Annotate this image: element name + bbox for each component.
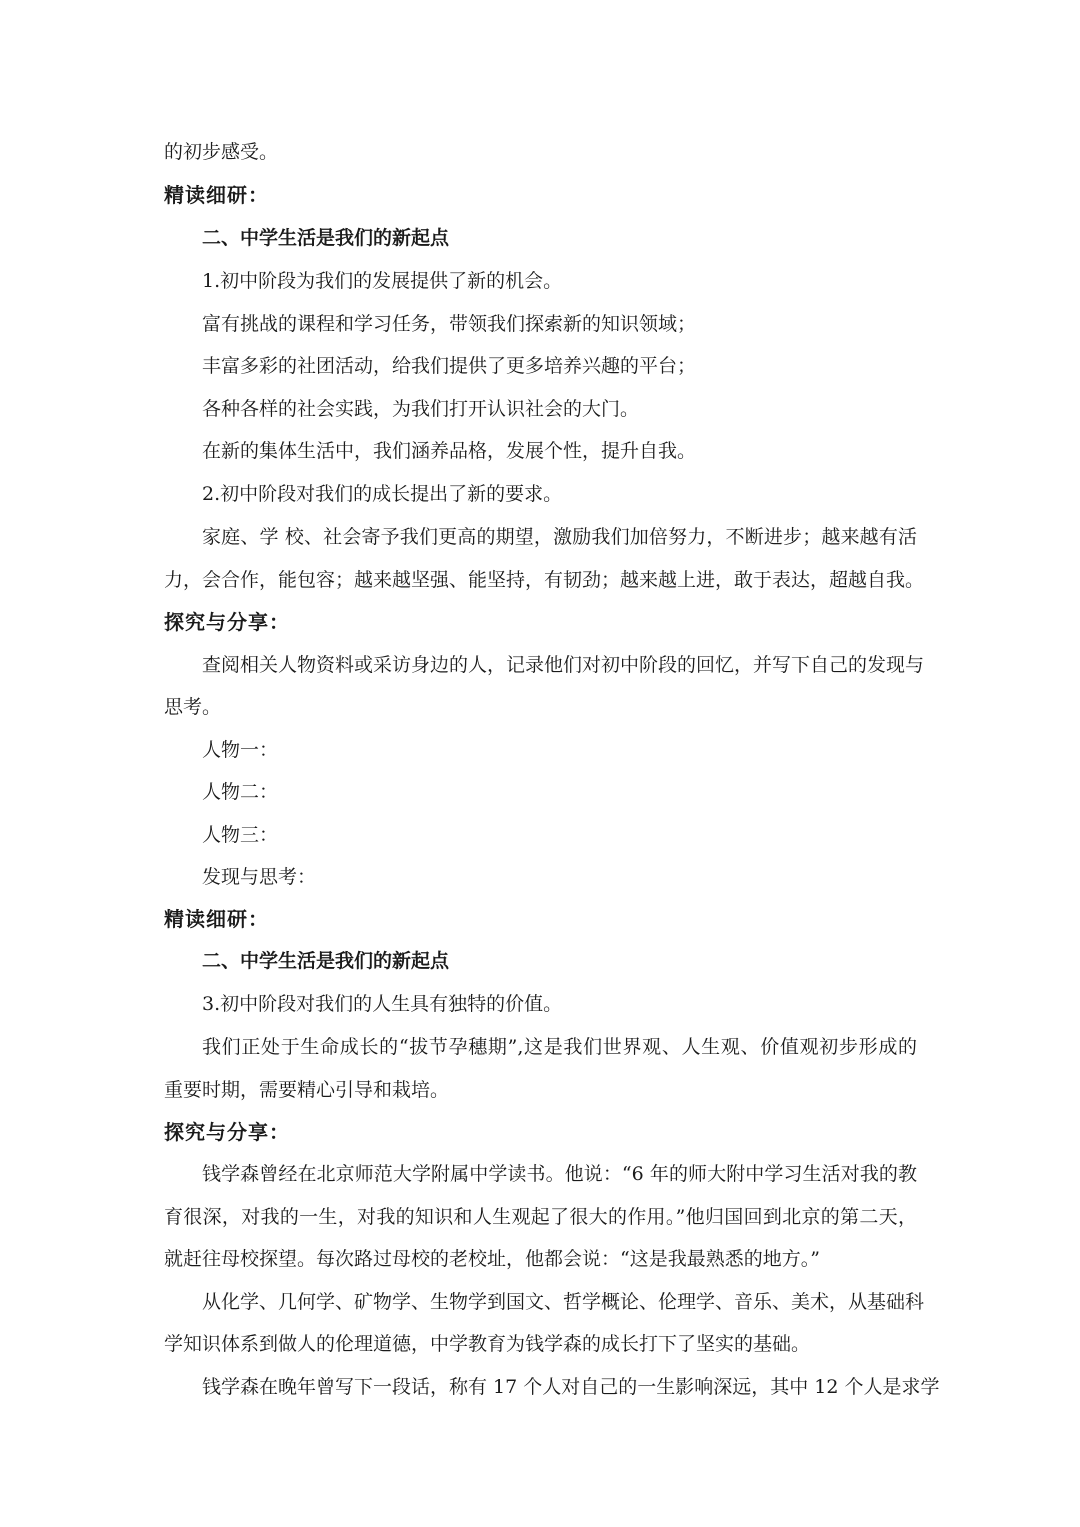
- paragraph-line: 查阅相关人物资料或采访身边的人，记录他们对初中阶段的回忆，并写下自己的发现与: [202, 654, 925, 676]
- paragraph-line: 富有挑战的课程和学习任务，带领我们探索新的知识领域；: [202, 313, 697, 335]
- section-subheading: 二、中学生活是我们的新起点: [202, 950, 450, 972]
- form-field-label: 人物二：: [202, 781, 279, 803]
- section-heading: 探究与分享：: [164, 1120, 290, 1144]
- paragraph-line: 丰富多彩的社团活动，给我们提供了更多培养兴趣的平台；: [202, 355, 697, 377]
- paragraph-line: 思考。: [164, 696, 222, 718]
- section-heading: 探究与分享：: [164, 610, 290, 634]
- paragraph-line: 家庭、学 校、社会寄予我们更高的期望，激励我们加倍努力，不断进步；越来越有活: [202, 526, 917, 548]
- paragraph-line: 就赶往母校探望。每次路过母校的老校址，他都会说：“这是我最熟悉的地方。”: [164, 1248, 820, 1270]
- paragraph-line: 从化学、几何学、矿物学、生物学到国文、哲学概论、伦理学、音乐、美术，从基础科: [202, 1291, 925, 1313]
- paragraph-line: 在新的集体生活中，我们涵养品格，发展个性，提升自我。: [202, 440, 697, 462]
- list-item: 3.初中阶段对我们的人生具有独特的价值。: [202, 993, 563, 1015]
- paragraph-line: 力，会合作，能包容；越来越坚强、能坚持，有韧劲；越来越上进，敢于表达，超越自我。: [164, 569, 925, 591]
- paragraph-line: 钱学森在晚年曾写下一段话，称有 17 个人对自己的一生影响深远，其中 12 个人是求学: [202, 1376, 940, 1398]
- paragraph-line: 育很深，对我的一生，对我的知识和人生观起了很大的作用。”他归国回到北京的第二天，: [164, 1206, 917, 1228]
- paragraph-line: 钱学森曾经在北京师范大学附属中学读书。他说：“6 年的师大附中学习生活对我的教: [202, 1163, 917, 1185]
- section-subheading: 二、中学生活是我们的新起点: [202, 227, 450, 249]
- section-heading: 精读细研：: [164, 907, 269, 931]
- list-item: 1.初中阶段为我们的发展提供了新的机会。: [202, 270, 563, 292]
- paragraph-line: 学知识体系到做人的伦理道德，中学教育为钱学森的成长打下了坚实的基础。: [164, 1333, 811, 1355]
- paragraph-line: 我们正处于生命成长的“拔节孕穗期”,这是我们世界观、人生观、价值观初步形成的: [202, 1036, 917, 1058]
- paragraph-line: 的初步感受。: [164, 141, 279, 163]
- list-item: 2.初中阶段对我们的成长提出了新的要求。: [202, 483, 563, 505]
- paragraph-line: 重要时期，需要精心引导和栽培。: [164, 1079, 450, 1101]
- paragraph-line: 各种各样的社会实践，为我们打开认识社会的大门。: [202, 398, 640, 420]
- form-field-label: 人物三：: [202, 824, 279, 846]
- section-heading: 精读细研：: [164, 183, 269, 207]
- form-field-label: 发现与思考：: [202, 866, 317, 888]
- form-field-label: 人物一：: [202, 739, 279, 761]
